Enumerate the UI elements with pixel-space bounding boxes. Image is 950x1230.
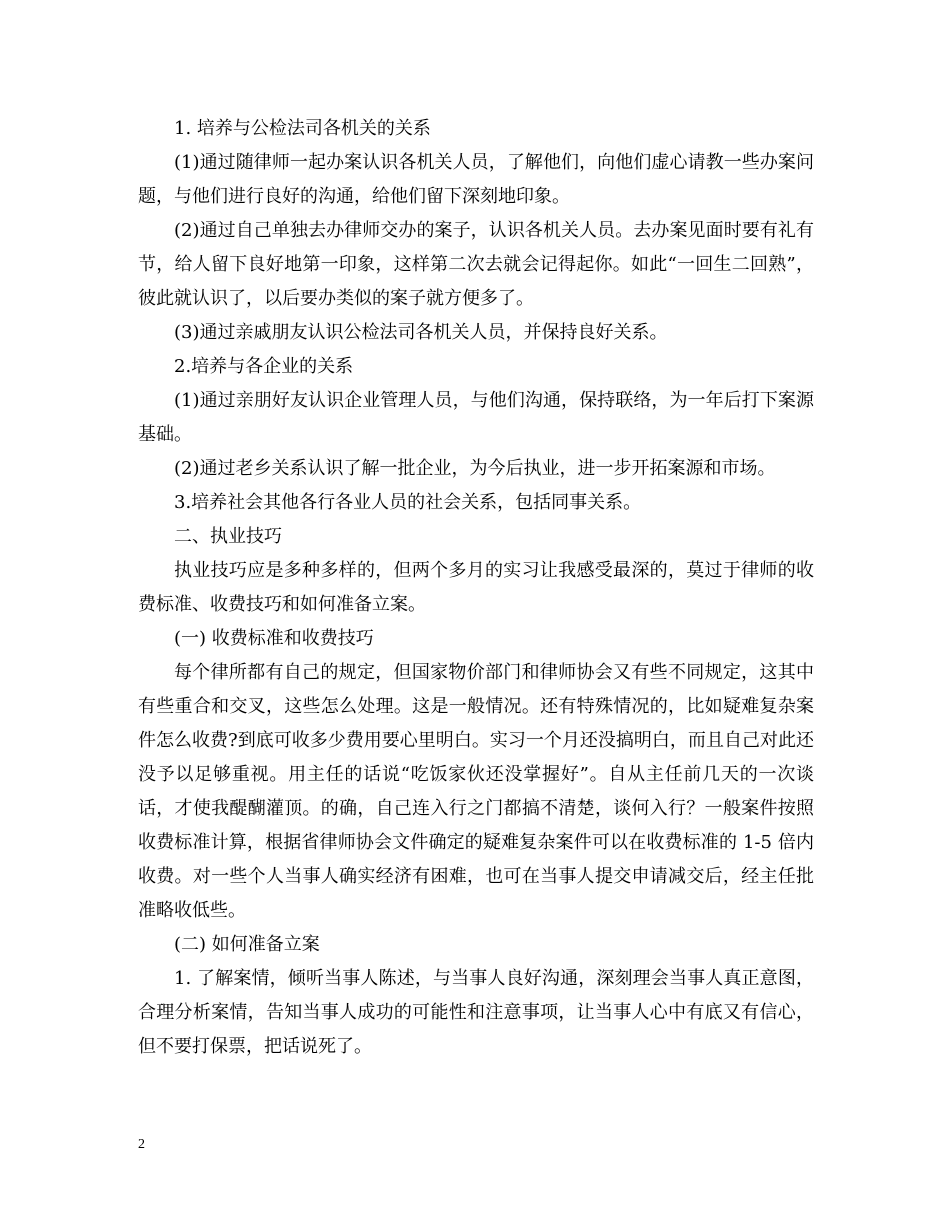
heading-public-security-relations: 1. 培养与公检法司各机关的关系 — [174, 118, 431, 139]
paragraph-item-1-1: (1)通过随律师一起办案认识各机关人员，了解他们，向他们虚心请教一些办案问题，与他们进行良好的沟通，给他们留下深刻地印象。 — [138, 152, 814, 207]
paragraph-item-2-1: (1)通过亲朋好友认识企业管理人员，与他们沟通，保持联络，为一年后打下案源基础。 — [138, 390, 814, 445]
paragraph-item-1-3: (3)通过亲戚朋友认识公检法司各机关人员，并保持良好关系。 — [174, 322, 668, 343]
paragraph-item-2-2: (2)通过老乡关系认识了解一批企业，为今后执业，进一步开拓案源和市场。 — [174, 458, 776, 479]
heading-enterprise-relations: 2.培养与各企业的关系 — [174, 356, 354, 377]
paragraph-fee-standards: 每个律所都有自己的规定，但国家物价部门和律师协会又有些不同规定，这其中有些重合和交叉，这些怎么处理。这是一般情况。还有特殊情况的，比如疑难复杂案件怎么收费?到底可收多少费用要心里明白。实习一个月还没搞明白，而且自己对此还没予以足够重视。用主任的话说“吃饭家伙还没掌握好”。自从主任前几天的一次谈话，才使我醍醐灌顶。的确，自己连入行之门都搞不清楚，谈何入行？一般案件按照收费标准计算，根据省律师协会文件确定的疑难复杂案件可以在收费标准的 1-5 倍内收费。对一些个人当事人确实经济有困难，也可在当事人提交申请减交后，经主任批准略收低些。 — [138, 662, 814, 921]
subheading-case-filing: (二) 如何准备立案 — [174, 934, 320, 955]
document-body — [138, 112, 814, 1064]
paragraph-item-1-2: (2)通过自己单独去办律师交办的案子，认识各机关人员。去办案见面时要有礼有节，给人留下良好地第一印象，这样第二次去就会记得起你。如此“一回生二回熟”，彼此就认识了，以后要办类似的案子就方便多了。 — [138, 220, 814, 309]
paragraph-practice-skills-intro: 执业技巧应是多种多样的，但两个多月的实习让我感受最深的，莫过于律师的收费标准、收费技巧和如何准备立案。 — [138, 560, 814, 615]
subheading-fee-standards: (一) 收费标准和收费技巧 — [174, 628, 374, 649]
section-heading-practice-skills: 二、执业技巧 — [174, 526, 282, 547]
paragraph-case-filing-1: 1. 了解案情，倾听当事人陈述，与当事人良好沟通，深刻理会当事人真正意图，合理分析案情，告知当事人成功的可能性和注意事项，让当事人心中有底又有信心，但不要打保票，把话说死了。 — [138, 968, 814, 1057]
heading-social-relations: 3.培养社会其他各行各业人员的社会关系，包括同事关系。 — [174, 492, 642, 513]
page-number: 2 — [138, 1137, 145, 1152]
